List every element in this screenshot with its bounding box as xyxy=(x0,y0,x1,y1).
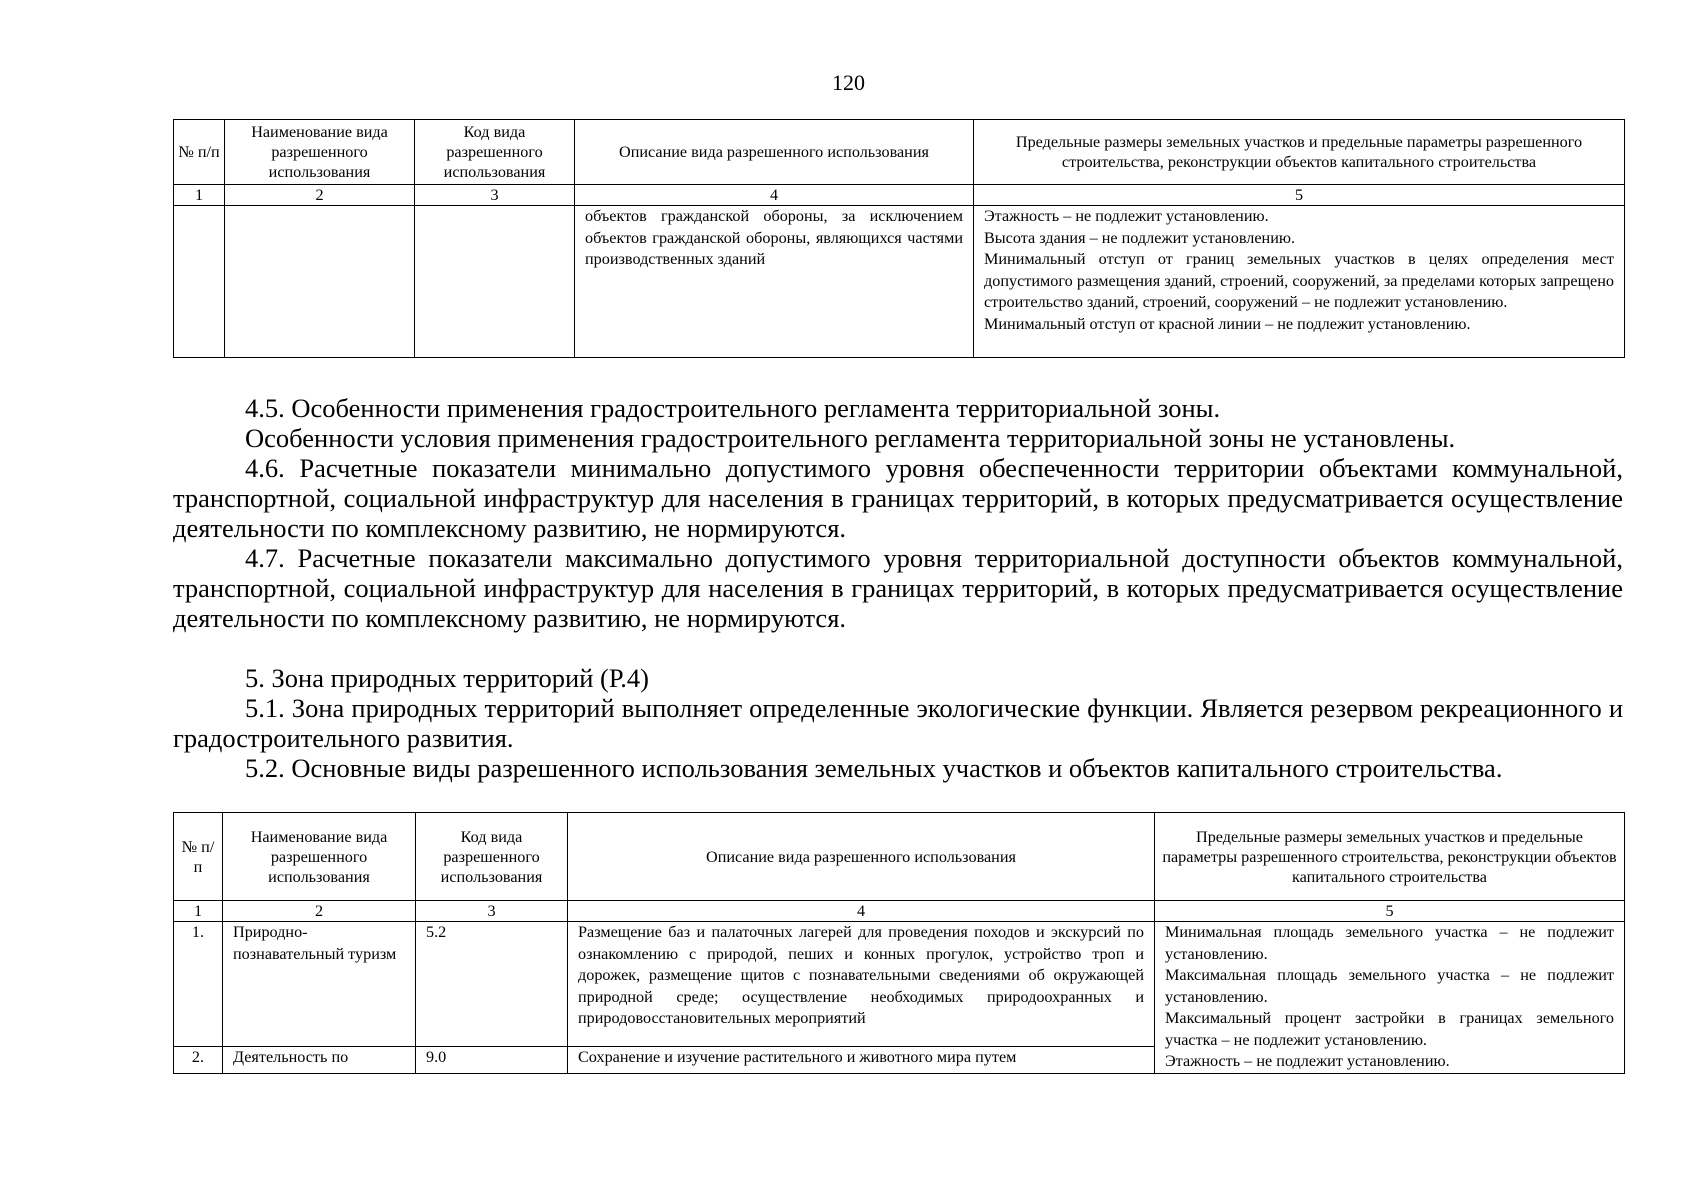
row-code: 5.2 xyxy=(416,922,568,1047)
row-description: объектов гражданской обороны, за исключением объектов гражданской обороны, являющихся частями производственных зданий xyxy=(575,206,974,358)
table-row xyxy=(174,206,1625,358)
param-line: Минимальный отступ от красной линии – не подлежит установлению. xyxy=(984,314,1471,333)
row-params xyxy=(974,206,1625,358)
header-code: Код вида разрешенного использования xyxy=(415,120,575,185)
row-description: Размещение баз и палаточных лагерей для проведения походов и экскурсий по ознакомлению с природой, пеших и конных прогулок, устройство троп и дорожек, размещение щитов с познавательными сведениями об окружающей природной среде; осуществление необходимых природоохранных и природовосстановительных мероприятий xyxy=(568,922,1155,1047)
header-name: Наименование вида разрешенного использования xyxy=(225,120,415,185)
param-line: Этажность – не подлежит установлению. xyxy=(1165,1052,1450,1070)
paragraph-5-1: 5.1. Зона природных территорий выполняет определенные экологические функции. Является резервом рекреационного и градостроительного развития. xyxy=(173,693,1623,753)
row-num: 2. xyxy=(174,1047,223,1073)
column-number: 2 xyxy=(223,901,416,922)
table-permitted-uses-continued xyxy=(173,119,1625,358)
paragraph-4-6: 4.6. Расчетные показатели минимально допустимого уровня обеспеченности территории объектами коммунальной, транспортной, социальной инфраструктур для населения в границах территорий, в которых предусматривается осуществление деятельности по комплексному развитию, не нормируются. xyxy=(173,453,1623,543)
table-row xyxy=(174,922,1625,1047)
paragraph-4-7: 4.7. Расчетные показатели максимально допустимого уровня территориальной доступности объектов коммунальной, транспортной, социальной инфраструктур для населения в границах территорий, в которых предусматривается осуществление деятельности по комплексному развитию, не нормируются. xyxy=(173,543,1623,633)
row-name: Природно-познавательный туризм xyxy=(223,922,416,1047)
body-text xyxy=(173,393,1623,783)
paragraph-4-5-text: Особенности условия применения градостроительного регламента территориальной зоны не установлены. xyxy=(245,423,1456,453)
header-num: № п/п xyxy=(174,813,223,901)
row-name: Деятельность по xyxy=(223,1047,416,1073)
paragraph-4-5: 4.5. Особенности применения градостроительного регламента территориальной зоны. xyxy=(245,393,1221,423)
param-line: Этажность – не подлежит установлению. xyxy=(984,207,1269,225)
row-params xyxy=(1155,922,1625,1074)
column-number: 4 xyxy=(568,901,1155,922)
header-params: Предельные размеры земельных участков и предельные параметры разрешенного строительства, реконструкции объектов капитального строительства xyxy=(1155,813,1625,901)
param-line: Максимальный процент застройки в границах земельного участка – не подлежит установлению. xyxy=(1165,1009,1614,1049)
param-line: Максимальная площадь земельного участка – не подлежит установлению. xyxy=(1165,966,1614,1006)
column-number: 1 xyxy=(174,901,223,922)
column-number: 5 xyxy=(1155,901,1625,922)
header-name: Наименование вида разрешенного использования xyxy=(223,813,416,901)
table-header-row xyxy=(174,813,1625,901)
header-description: Описание вида разрешенного использования xyxy=(575,120,974,185)
row-name xyxy=(225,206,415,358)
row-code xyxy=(415,206,575,358)
column-number: 1 xyxy=(174,185,225,206)
page-number: 120 xyxy=(832,70,865,95)
param-line: Высота здания – не подлежит установлению. xyxy=(984,228,1296,247)
header-code: Код вида разрешенного использования xyxy=(416,813,568,901)
header-num: № п/п xyxy=(174,120,225,185)
paragraph-5-2: 5.2. Основные виды разрешенного использования земельных участков и объектов капитального строительства. xyxy=(245,753,1503,783)
row-num: 1. xyxy=(174,922,223,1047)
column-number: 5 xyxy=(974,185,1625,206)
column-numbers-row xyxy=(174,901,1625,922)
column-number: 4 xyxy=(575,185,974,206)
header-description: Описание вида разрешенного использования xyxy=(568,813,1155,901)
column-number: 3 xyxy=(416,901,568,922)
column-numbers-row xyxy=(174,185,1625,206)
column-number: 3 xyxy=(415,185,575,206)
row-description: Сохранение и изучение растительного и животного мира путем xyxy=(568,1047,1155,1073)
param-line: Минимальная площадь земельного участка – не подлежит установлению. xyxy=(1165,923,1614,963)
header-params: Предельные размеры земельных участков и предельные параметры разрешенного строительства, реконструкции объектов капитального строительства xyxy=(974,120,1625,185)
row-code: 9.0 xyxy=(416,1047,568,1073)
table-header-row xyxy=(174,120,1625,185)
column-number: 2 xyxy=(225,185,415,206)
table-main-permitted-uses xyxy=(173,812,1625,1074)
section-5-heading: 5. Зона природных территорий (Р.4) xyxy=(245,663,649,693)
param-line: Минимальный отступ от границ земельных участков в целях определения мест допустимого размещения зданий, строений, сооружений, за пределами которых запрещено строительство зданий, строений, сооружений – не подлежит установлению. xyxy=(984,250,1614,311)
row-num xyxy=(174,206,225,358)
